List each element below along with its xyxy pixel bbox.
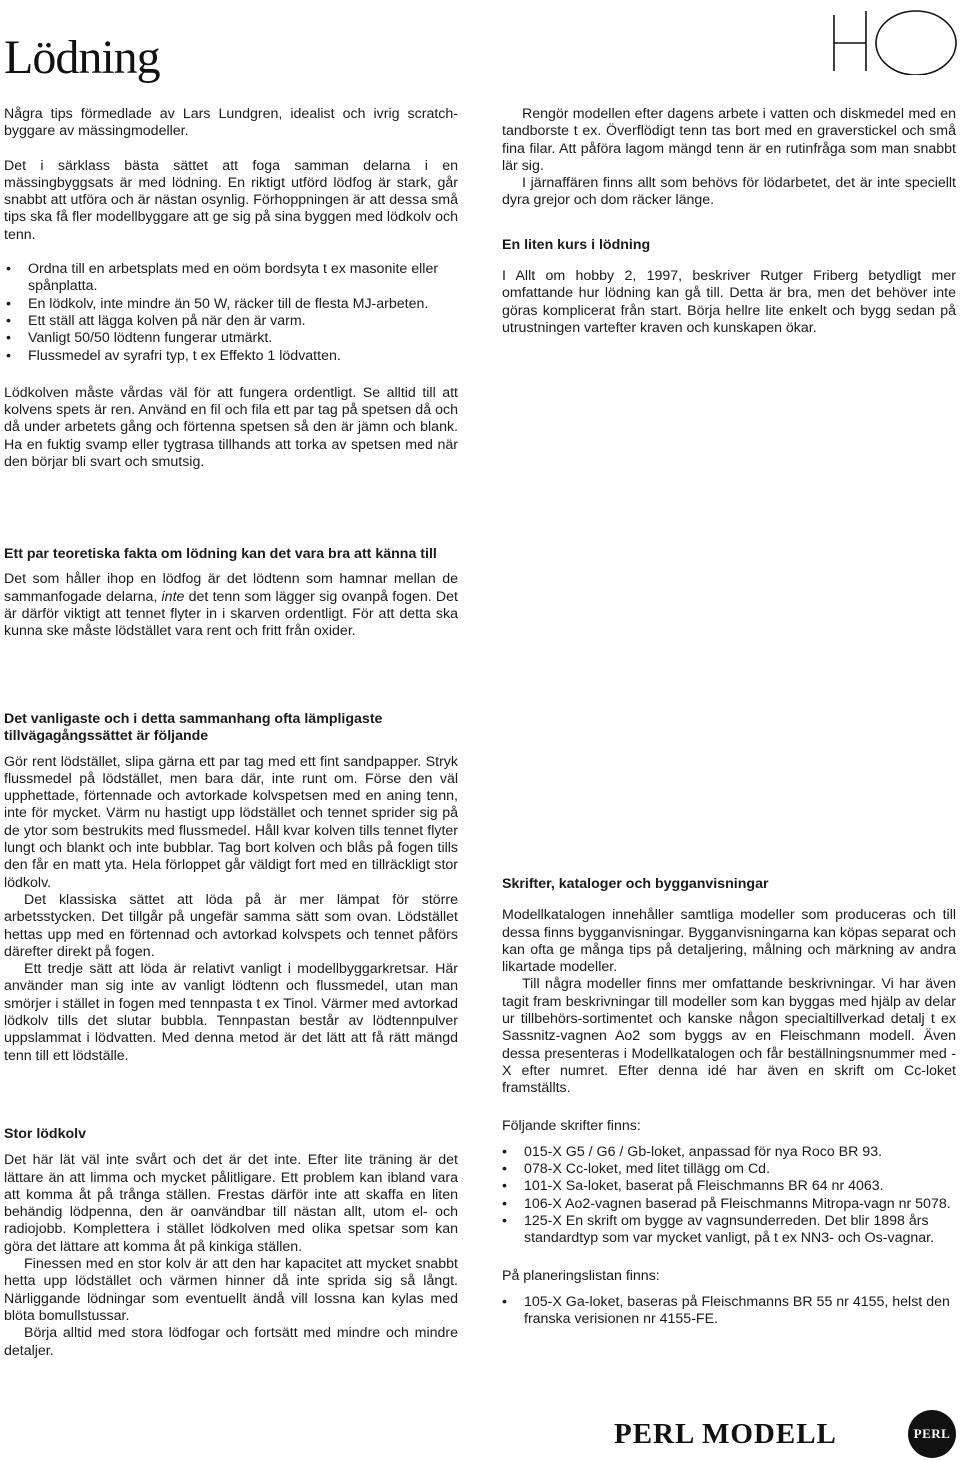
- big-iron-section: [4, 1126, 458, 1360]
- list-item: • Ett ställ att lägga kolven på när den är varm.: [6, 313, 458, 330]
- list-item: • 105-X Ga-loket, baseras på Fleischmanns BR 55 nr 4155, helst den franska verisionen nr 4155-FE.: [502, 1294, 956, 1329]
- perl-badge: [908, 1410, 956, 1458]
- emphasis-inte: inte: [161, 588, 185, 605]
- catalogs-list: [502, 1144, 956, 1248]
- list-item: • Vanligt 50/50 lödtenn fungerar utmärkt.: [6, 330, 458, 347]
- method-paragraph-1: Gör rent lödstället, slipa gärna ett par tag med ett fint sandpapper. Stryk flussmedel på lödstället, men bara där, inte runt om. Förse den väl upphettade, förtennade och avtorkade kolvspetsen med en aning tenn, inte för mycket. Värm nu hastigt upp lödstället och tennet sprider sig på de ytor som bestrukits med flussmedel. Håll kvar kolven tills tennet flyter lungt och blankt och inte bubblar. Tag bort kolven och blås på fogen tills den får en matt yta. Hela förloppet går väldigt fort med en tillräckligt stor lödkolv.: [4, 753, 458, 891]
- big-iron-heading: Stor lödkolv: [4, 1126, 86, 1142]
- course-paragraph: I Allt om hobby 2, 1997, beskriver Rutger Friberg betydligt mer omfattande hur lödning kan gå till. Detta är bra, men det behöver inte göras komplicerat från start. Börja hellre lite enkelt och bygg sedan på utrustningen vartefter kraven och kunskapen ökar.: [502, 268, 956, 336]
- catalogs-heading: Skrifter, kataloger och bygganvisningar: [502, 876, 769, 892]
- brand-wordmark: PERL MODELL: [614, 1418, 837, 1450]
- catalogs-paragraph-2: Till några modeller finns mer omfattande beskrivningar. Vi har även tagit fram beskrivningar till modeller som kan byggas med hjälp av delar ur tillbehörs-sortimentet och kanske någon specialtillverkad detalj t ex Sassnitz-vagnen Ao2 som byggs av en Fleischmann modell. Även dessa presenteras i Modellkatalogen och får beställningsnummer med -X efter numret. Efter denna idé har även en skrift om Cc-loket framställts.: [502, 976, 956, 1097]
- list-item: • Ordna till en arbetsplats med en oöm bordsyta t ex masonite eller spånplatta.: [6, 261, 458, 296]
- facts-paragraph: Det som håller ihop en lödfog är det lödtenn som hamnar mellan de sammanfogade delarna, inte det tenn som lägger sig ovanpå fogen. Det är därför viktigt att tennet flyter in i skarven ordentligt. För att detta ska kunna ske måste lödstället vara rent och fritt från oxider.: [4, 571, 458, 640]
- ho-logo: [826, 5, 960, 75]
- list-item: • 106-X Ao2-vagnen baserad på Fleischmanns Mitropa-vagn nr 5078.: [502, 1196, 956, 1213]
- cleaning-paragraph-1: Rengör modellen efter dagens arbete i vatten och diskmedel med en tandborste t ex. Överflödigt tenn tas bort med en graverstickel och små fina filar. Att påföra lagom mängd tenn är en rutinfråga som man snabbt lär sig.: [502, 106, 956, 174]
- cleaning-paragraph-2: I järnaffären finns allt som behövs för lödarbetet, det är inte speciellt dyra grejor och dom räcker länge.: [502, 175, 956, 209]
- course-heading: En liten kurs i lödning: [502, 236, 651, 253]
- tips-list: [4, 261, 458, 365]
- facts-section: [4, 546, 458, 640]
- list-item: • 125-X En skrift om bygge av vagnsunderreden. Det blir 1898 års standardtyp som var mycket vanligt, på t ex NN3- och Os-vagnar.: [502, 1213, 956, 1248]
- method-paragraph-2: Det klassiska sättet att löda på är mer lämpat för större arbetsstycken. Det tillgår på ungefär samma sätt som ovan. Lödstället hettas upp med en förtennad och avtorkad kolvspets och tennet påförs därefter direkt på fogen.: [4, 891, 458, 960]
- intro-paragraph-1: Några tips förmedlade av Lars Lundgren, idealist och ivrig scratch-byggare av mässingmodeller.: [4, 106, 458, 140]
- care-paragraph: Lödkolven måste vårdas väl för att fungera ordentligt. Se alltid till att kolvens spets är ren. Använd en fil och fila ett par tag på spetsen då och då under arbetets gång och förtenna spetsen så den är jämn och blank. Ha en fuktig svamp eller tygtrasa tillhands att torka av spetsen med när den börjar bli svart och smutsig.: [4, 384, 458, 471]
- catalogs-section: [502, 876, 956, 1329]
- big-iron-paragraph-2: Finessen med en stor kolv är att den har kapacitet att mycket snabbt hetta upp lödstället och värmen hinner då inte sprida sig så långt. Närliggande lödningar som eventuellt ändå vill lossna kan kylas med blöta bomullstussar.: [4, 1256, 458, 1324]
- method-paragraph-3: Ett tredje sätt att löda är relativt vanligt i modellbyggarkretsar. Här använder man sig inte av vanligt lödtenn och flussmedel, utan man smörjer i stället in fogen med tennpasta t ex Tinol. Värmer med avtorkad lödkolv tills det slutar bubbla. Tennpastan består av lödtennpulver uppslammat i lödvatten. Med denna metod är det lätt att få rätt mängd tenn till ett lödställe.: [4, 961, 458, 1064]
- facts-heading: Ett par teoretiska fakta om lödning kan det vara bra att känna till: [4, 546, 437, 562]
- right-upper-column: [502, 106, 956, 337]
- perl-badge-text: PERL: [913, 1426, 951, 1441]
- catalogs-paragraph-1: Modellkatalogen innehåller samtliga modeller som produceras och till dessa finns bygganvisningar. Bygganvisningarna kan köpas separat och kan ofta ge många tips på detaljering, målning och märkning av andra likartade modeller.: [502, 907, 956, 976]
- planning-list: [502, 1294, 956, 1329]
- list-item: • En lödkolv, inte mindre än 50 W, räcker till de flesta MJ-arbeten.: [6, 296, 458, 313]
- list-item: • 078-X Cc-loket, med litet tillägg om Cd.: [502, 1161, 956, 1178]
- list-item: • Flussmedel av syrafri typ, t ex Effekto 1 lödvatten.: [6, 348, 458, 365]
- method-section: [4, 711, 458, 1065]
- intro-paragraph-2: Det i särklass bästa sättet att foga samman delarna i en mässingbyggsats är med lödning. En riktigt utförd lödfog är stark, går snabbt att utföra och är nästan osynlig. Förhoppningen är att dessa små tips ska få fler modellbyggare att ge sig på sina byggen med lödkolv och tenn.: [4, 157, 458, 243]
- big-iron-paragraph-1: Det här lät väl inte svårt och det är det inte. Efter lite träning är det lättare än att limma och mycket pålitligare. Ett problem kan ibland vara att komma åt på trånga ställen. Frestas därför inte att skaffa en liten behändig lödpenna, den är oanvändbar till nästan allt, utom el- och radiojobb. Komplettera i stället lödkolven med olika spetsar som kan göra det lättare att komma åt på kinkiga ställen.: [4, 1152, 458, 1255]
- page-title: Lödning: [4, 31, 160, 84]
- list-item: • 101-X Sa-loket, baserat på Fleischmanns BR 64 nr 4063.: [502, 1178, 956, 1195]
- planning-list-intro: På planeringslistan finns:: [502, 1267, 660, 1284]
- method-heading: Det vanligaste och i detta sammanhang ofta lämpligaste tillvägagångssättet är följande: [4, 711, 383, 745]
- catalogs-list-intro: Följande skrifter finns:: [502, 1117, 641, 1134]
- list-item: • 015-X G5 / G6 / Gb-loket, anpassad för nya Roco BR 93.: [502, 1144, 956, 1161]
- perl-modell-logo: [608, 1410, 960, 1458]
- left-upper-column: [4, 106, 458, 471]
- big-iron-paragraph-3: Börja alltid med stora lödfogar och fortsätt med mindre och mindre detaljer.: [4, 1325, 458, 1359]
